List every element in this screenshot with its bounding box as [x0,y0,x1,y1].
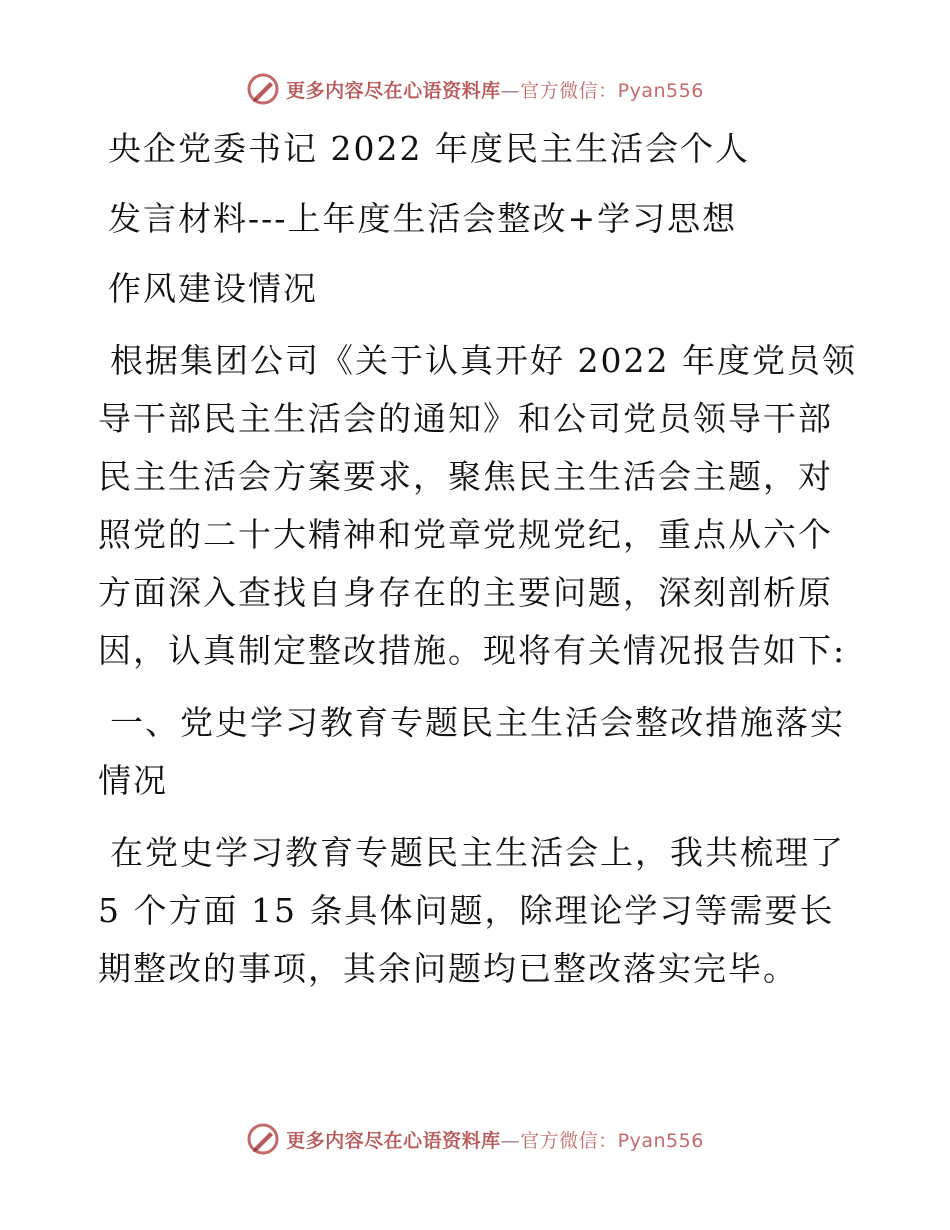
watermark-prefix: 更多内容尽在心语资料库 [286,1129,501,1152]
section-heading-1: 一、党史学习教育专题民主生活会整改措施落实情况 [98,703,845,800]
watermark-suffix: 官方微信：Pyan556 [520,1129,704,1152]
page-footer-watermark [0,1122,950,1156]
section-paragraph-1: 在党史学习教育专题民主生活会上，我共梳理了 5 个方面 15 条具体问题，除理论学习等需要长期整改的事项，其余问题均已整改落实完毕。 [98,833,845,988]
document-title-line-1: 央企党委书记 2022 年度民主生活会个人 [108,129,750,168]
watermark-prefix: 更多内容尽在心语资料库 [286,79,501,102]
watermark-text [286,1126,704,1153]
document-title-line-2: 发言材料---上年度生活会整改+学习思想 [108,199,738,238]
watermark-dash: — [500,1129,521,1152]
watermark-suffix: 官方微信：Pyan556 [520,79,704,102]
pen-logo-icon [246,1122,280,1156]
pen-logo-icon [246,72,280,106]
document-title-line-3: 作风建设情况 [108,269,318,308]
watermark-dash: — [500,79,521,102]
watermark-text [286,76,704,103]
page-header-watermark [0,72,950,106]
document-body [98,122,858,1012]
intro-paragraph: 根据集团公司《关于认真开好 2022 年度党员领导干部民主生活会的通知》和公司党员领导干部民主生活会方案要求，聚焦民主生活会主题，对照党的二十大精神和党章党规党纪，重点从六个方面深入查找自身存在的主要问题，深刻剖析原因，认真制定整改措施。现将有关情况报告如下: [98,341,857,670]
